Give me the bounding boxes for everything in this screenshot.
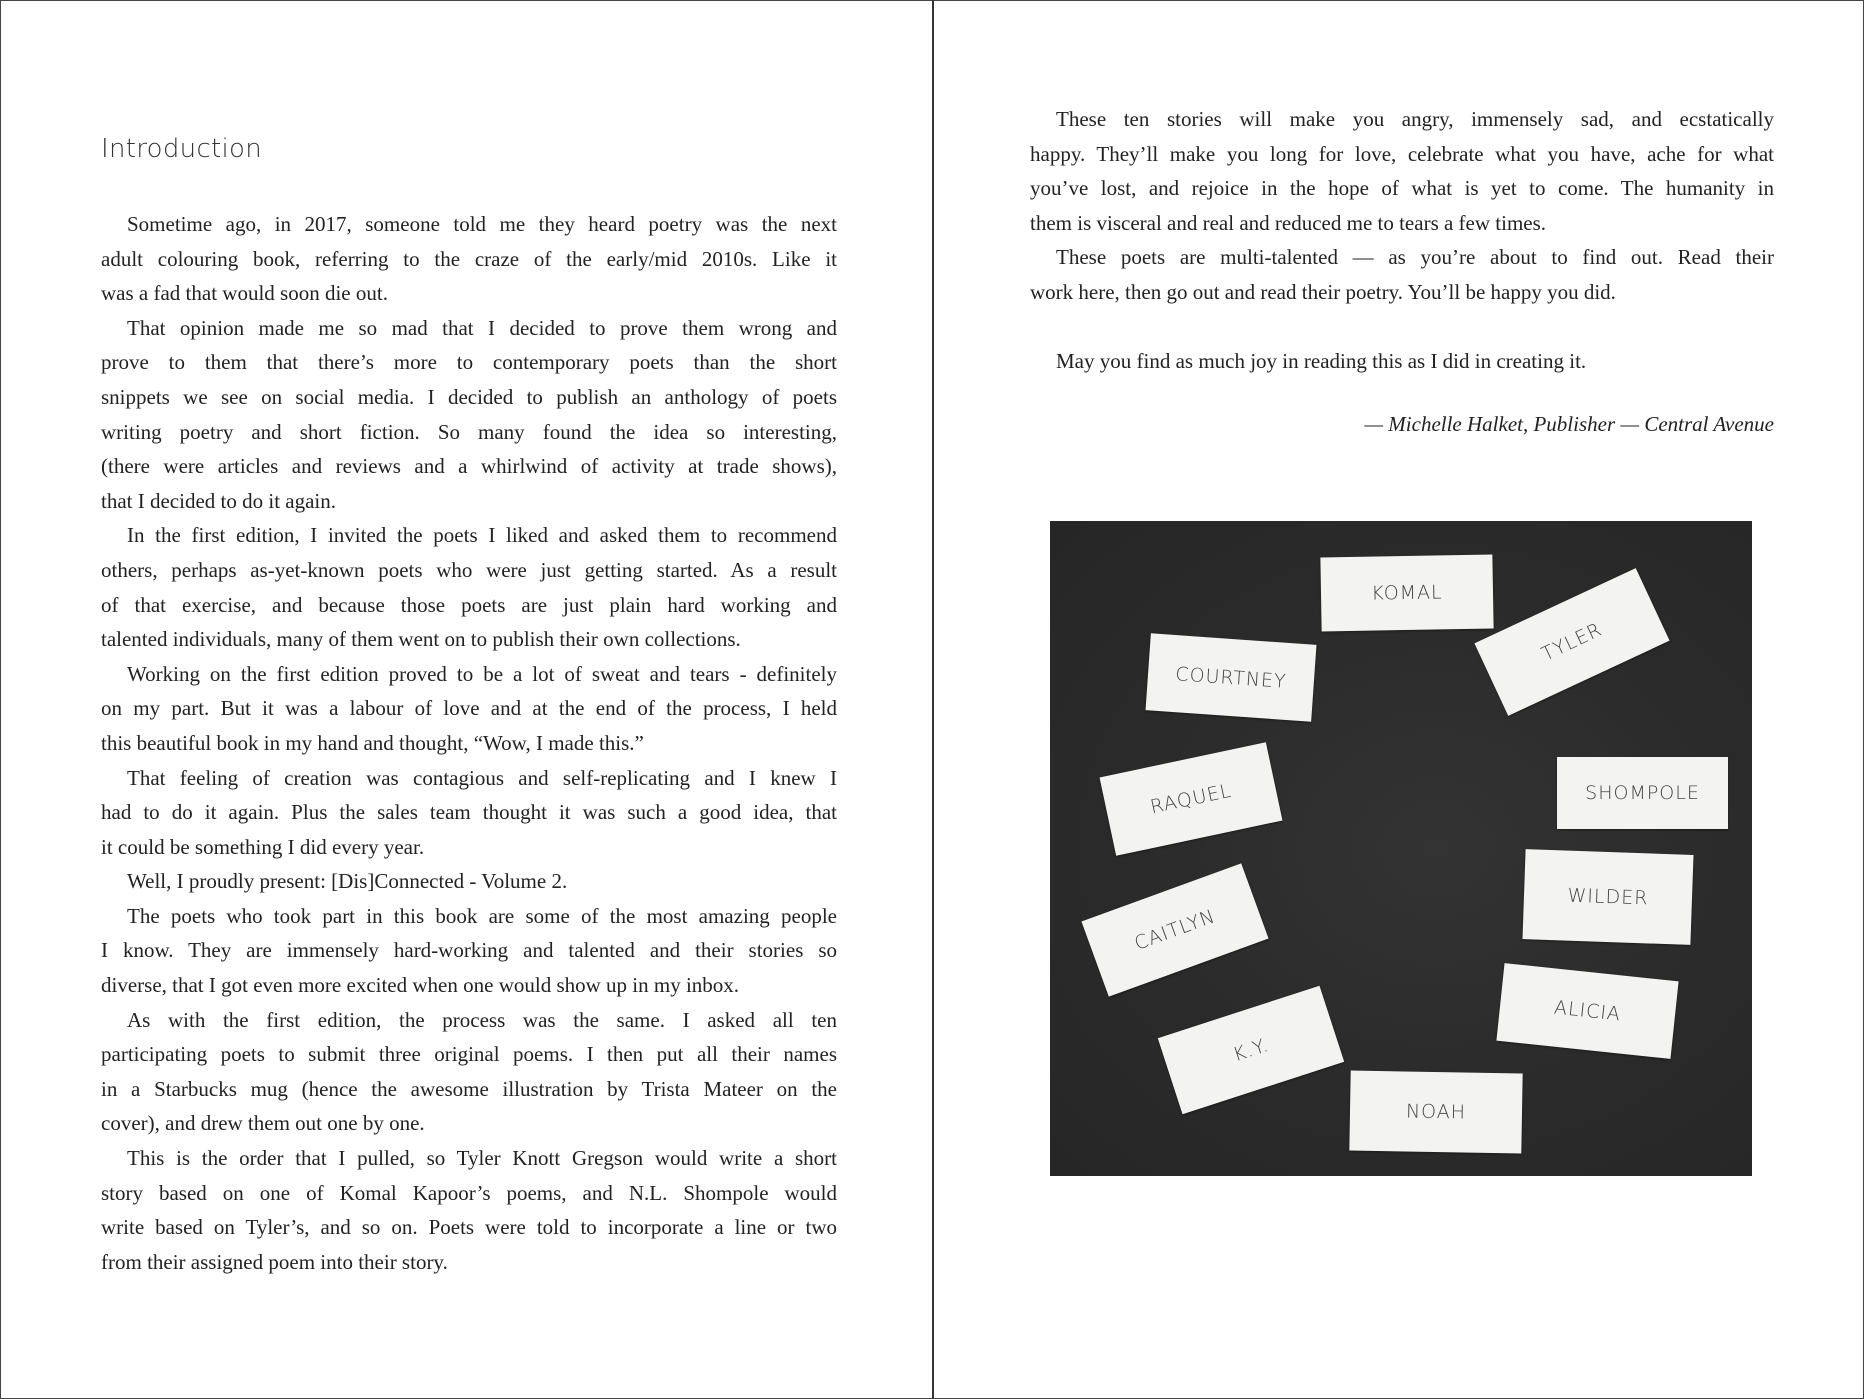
paragraph	[1030, 344, 1774, 379]
paragraph	[101, 518, 837, 656]
chapter-title: Introduction	[101, 134, 263, 164]
text-line: them is visceral and real and reduced me to tears a few times.	[1030, 210, 1547, 235]
paragraph	[1030, 102, 1774, 240]
text-line: participating poets to submit three original poems. I then put all their names	[101, 1042, 837, 1067]
paragraph	[1030, 240, 1774, 309]
text-line: prove to them that there’s more to contemporary poets than the short	[101, 350, 837, 375]
text-line: work here, then go out and read their poetry. You’ll be happy you did.	[1030, 279, 1616, 304]
text-line: As with the first edition, the process was the same. I asked all ten	[127, 1007, 837, 1032]
paragraph	[101, 899, 837, 1003]
name-card-alicia: ALICIA	[1496, 963, 1678, 1059]
name-card-ky: K.Y.	[1158, 986, 1344, 1115]
right-page-body	[1030, 102, 1774, 379]
text-line: May you find as much joy in reading this as I did in creating it.	[1056, 349, 1587, 374]
name-card-wilder: WILDER	[1522, 849, 1693, 945]
paragraph	[101, 311, 837, 519]
text-line: In the first edition, I invited the poets I liked and asked them to recommend	[127, 523, 837, 548]
text-line: These ten stories will make you angry, immensely sad, and ecstatically	[1056, 107, 1774, 131]
name-cards-photo	[1050, 521, 1752, 1176]
text-line: of that exercise, and because those poets are just plain hard working and	[101, 592, 837, 617]
text-line: had to do it again. Plus the sales team thought it was such a good idea, that	[101, 800, 837, 825]
text-line: That feeling of creation was contagious and self-replicating and I knew I	[127, 765, 837, 790]
text-line: this beautiful book in my hand and thought, “Wow, I made this.”	[101, 730, 644, 755]
paragraph	[101, 761, 837, 865]
text-line: that I decided to do it again.	[101, 488, 337, 513]
text-line: snippets we see on social media. I decided to publish an anthology of poets	[101, 384, 837, 409]
text-line: Working on the first edition proved to be a lot of sweat and tears - definitely	[127, 661, 837, 686]
left-page-body	[101, 207, 837, 1279]
text-line: others, perhaps as-yet-known poets who were just getting started. As a result	[101, 557, 837, 582]
text-line: cover), and drew them out one by one.	[101, 1111, 425, 1136]
name-card-caitlyn: CAITLYN	[1081, 863, 1268, 996]
paragraph-gap	[1030, 310, 1774, 345]
text-line: That opinion made me so mad that I decided to prove them wrong and	[127, 315, 837, 340]
text-line: in a Starbucks mug (hence the awesome illustration by Trista Mateer on the	[101, 1076, 837, 1101]
text-line: you’ve lost, and rejoice in the hope of what is yet to come. The humanity in	[1030, 176, 1774, 201]
text-line: was a fad that would soon die out.	[101, 281, 388, 306]
page-spine-divider	[932, 0, 934, 1399]
paragraph	[101, 864, 837, 899]
text-line: These poets are multi-talented — as you’re about to find out. Read their	[1056, 245, 1774, 270]
text-line: (there were articles and reviews and a whirlwind of activity at trade shows),	[101, 454, 837, 479]
signature: — Michelle Halket, Publisher — Central Avenue	[1364, 412, 1774, 436]
name-card-tyler: TYLER	[1474, 568, 1669, 716]
text-line: Sometime ago, in 2017, someone told me they heard poetry was the next	[127, 212, 837, 236]
text-line: writing poetry and short fiction. So many found the idea so interesting,	[101, 419, 837, 444]
text-line: The poets who took part in this book are some of the most amazing people	[127, 903, 837, 928]
paragraph	[101, 207, 837, 311]
text-line: I know. They are immensely hard-working and talented and their stories so	[101, 938, 837, 963]
text-line: write based on Tyler’s, and so on. Poets were told to incorporate a line or two	[101, 1215, 837, 1240]
name-card-noah: NOAH	[1349, 1071, 1522, 1154]
text-line: adult colouring book, referring to the craze of the early/mid 2010s. Like it	[101, 246, 837, 271]
name-card-shompole: SHOMPOLE	[1557, 757, 1728, 829]
name-card-raquel: RAQUEL	[1100, 742, 1283, 856]
text-line: it could be something I did every year.	[101, 834, 425, 859]
name-card-courtney: COURTNEY	[1146, 633, 1317, 721]
text-line: diverse, that I got even more excited when one would show up in my inbox.	[101, 973, 740, 998]
text-line: from their assigned poem into their story.	[101, 1249, 448, 1274]
paragraph	[101, 1003, 837, 1141]
paragraph	[101, 657, 837, 761]
text-line: This is the order that I pulled, so Tyler Knott Gregson would write a short	[127, 1146, 837, 1171]
text-line: on my part. But it was a labour of love and at the end of the process, I held	[101, 696, 837, 721]
text-line: story based on one of Komal Kapoor’s poems, and N.L. Shompole would	[101, 1180, 837, 1205]
text-line: happy. They’ll make you long for love, celebrate what you have, ache for what	[1030, 141, 1774, 166]
name-card-komal: KOMAL	[1320, 555, 1493, 632]
paragraph	[101, 1141, 837, 1279]
text-line: talented individuals, many of them went on to publish their own collections.	[101, 627, 741, 652]
text-line: Well, I proudly present: [Dis]Connected - Volume 2.	[127, 869, 568, 894]
